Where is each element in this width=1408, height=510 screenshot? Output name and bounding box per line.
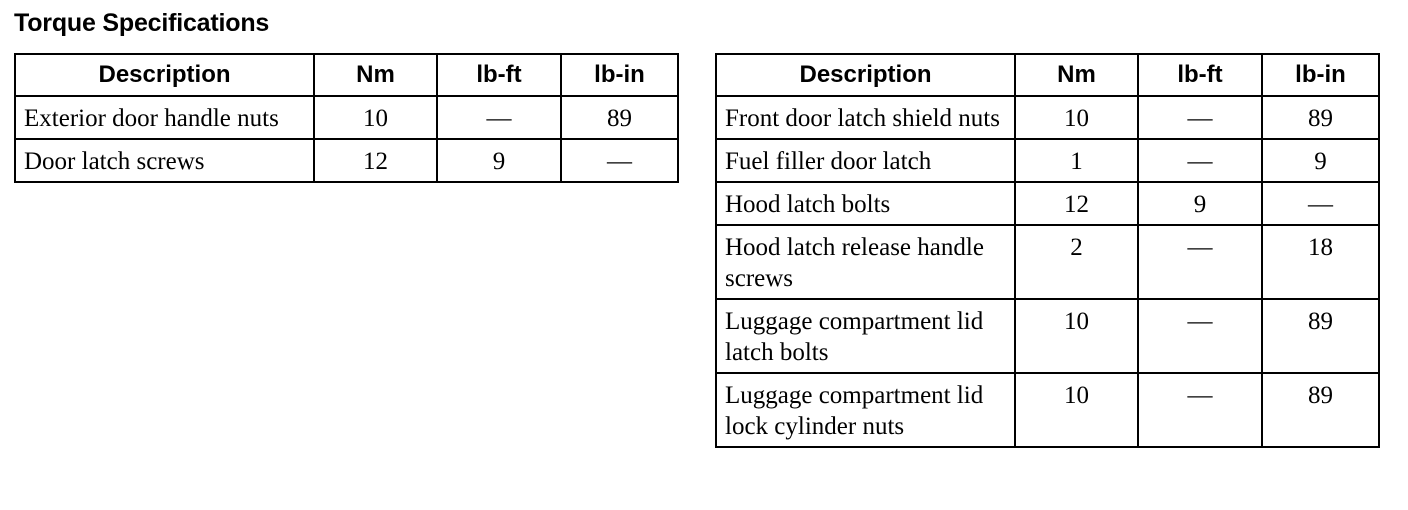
nm-cell: 1 [1015,139,1138,182]
lb-in-cell: 89 [1262,96,1379,139]
torque-table-right [715,53,1380,448]
lb-in-cell: 9 [1262,139,1379,182]
description-cell: Door latch screws [15,139,314,182]
nm-cell: 10 [1015,373,1138,447]
lb-in-cell: 18 [1262,225,1379,299]
lb-ft-cell: — [437,96,561,139]
lb-in-cell: — [561,139,678,182]
description-cell: Hood latch release handle screws [716,225,1015,299]
nm-cell: 10 [1015,96,1138,139]
lb-in-cell: 89 [1262,299,1379,373]
nm-cell: 10 [1015,299,1138,373]
nm-cell: 12 [314,139,437,182]
column-header-description: Description [716,54,1015,96]
lb-in-cell: 89 [1262,373,1379,447]
table-row [716,225,1379,299]
lb-in-cell: 89 [561,96,678,139]
nm-cell: 2 [1015,225,1138,299]
lb-ft-cell: 9 [437,139,561,182]
table-row [15,96,678,139]
column-header-lb-in: lb-in [1262,54,1379,96]
lb-in-cell: — [1262,182,1379,225]
nm-cell: 12 [1015,182,1138,225]
lb-ft-cell: — [1138,299,1262,373]
table-row [716,96,1379,139]
description-cell: Fuel filler door latch [716,139,1015,182]
header-row [716,54,1379,96]
column-header-nm: Nm [314,54,437,96]
table-row [716,182,1379,225]
page-title: Torque Specifications [14,9,270,37]
lb-ft-cell: — [1138,225,1262,299]
nm-cell: 10 [314,96,437,139]
description-cell: Front door latch shield nuts [716,96,1015,139]
lb-ft-cell: 9 [1138,182,1262,225]
lb-ft-cell: — [1138,96,1262,139]
torque-table-left [14,53,679,183]
column-header-lb-in: lb-in [561,54,678,96]
lb-ft-cell: — [1138,139,1262,182]
table-row [716,139,1379,182]
description-cell: Luggage compartment lid latch bolts [716,299,1015,373]
column-header-lb-ft: lb-ft [1138,54,1262,96]
column-header-lb-ft: lb-ft [437,54,561,96]
column-header-description: Description [15,54,314,96]
description-cell: Exterior door handle nuts [15,96,314,139]
lb-ft-cell: — [1138,373,1262,447]
description-cell: Hood latch bolts [716,182,1015,225]
column-header-nm: Nm [1015,54,1138,96]
table-row [15,139,678,182]
table-row [716,373,1379,447]
header-row [15,54,678,96]
table-row [716,299,1379,373]
description-cell: Luggage compartment lid lock cylinder nuts [716,373,1015,447]
